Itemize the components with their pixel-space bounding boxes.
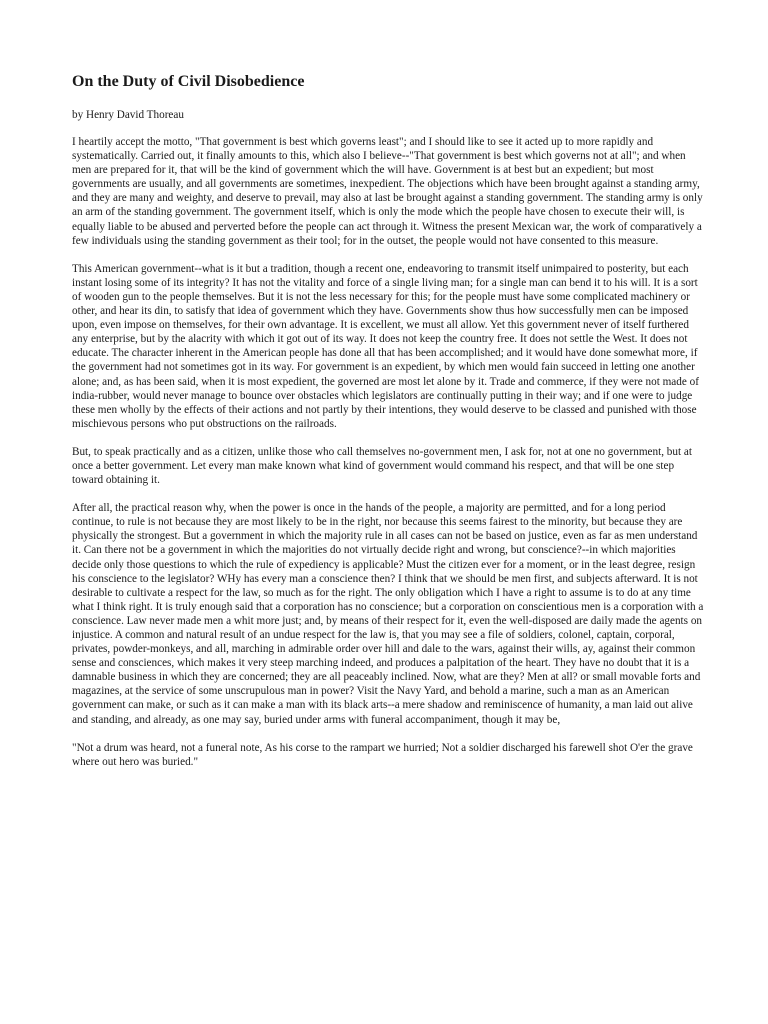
paragraph-2: This American government--what is it but a tradition, though a recent one, endeavoring to transmit itself unimpaired to posterity, but each instant losing some of its integrity? It has not the vitality and force of a single living man; for a single man can bend it to his will. It is a sort of wooden gun to the people themselves. But it is not the less necessary for this; for the people must have some complicated machinery or other, and hear its din, to satisfy that idea of government which they have. Governments show thus how successfully men can be imposed upon, even impose on themselves, for their own advantage. It is excellent, we must all allow. Yet this government never of itself furthered any enterprise, but by the alacrity with which it got out of its way. It does not keep the country free. It does not settle the West. It does not educate. The character inherent in the American people has done all that has been accomplished; and it would have done somewhat more, if the government had not sometimes got in its way. For government is an expedient, by which men would fain succeed in letting one another alone; and, as has been said, when it is most expedient, the governed are most let alone by it. Trade and commerce, if they were not made of india-rubber, would never manage to bounce over obstacles which legislators are continually putting in their way; and if one were to judge these men wholly by the effects of their actions and not partly by their intentions, they would deserve to be classed and punished with those mischievous persons who put obstructions on the railroads. xyxy=(72,262,699,430)
paragraph-1: I heartily accept the motto, "That government is best which governs least"; and I should like to see it acted up to more rapidly and systematically. Carried out, it finally amounts to this, which also I believe--"That government is best which governs not at all"; and when men are prepared for it, that will be the kind of government which the will have. Government is at best but an expedient; but most governments are usually, and all governments are sometimes, inexpedient. The objections which have been brought against a standing army, and they are many and weighty, and deserve to prevail, may also at last be brought against a standing government. The standing army is only an arm of the standing government. The government itself, which is only the mode which the people have chosen to execute their will, is equally liable to be abused and perverted before the people can act through it. Witness the present Mexican war, the work of comparatively a few individuals using the standing government as their tool; for in the outset, the people would not have consented to this measure. xyxy=(72,136,703,247)
document-title: On the Duty of Civil Disobedience xyxy=(72,73,305,90)
poem-quote: "Not a drum was heard, not a funeral note, As his corse to the rampart we hurried; Not a soldier discharged his farewell shot O'er the grave where out hero was buried." xyxy=(72,741,693,768)
paragraph-4: After all, the practical reason why, when the power is once in the hands of the people, a majority are permitted, and for a long period continue, to rule is not because they are most likely to be in the right, nor because this seems fairest to the minority, but because they are physically the strongest. But a government in which the majority rule in all cases can not be based on justice, even as far as men understand it. Can there not be a government in which the majorities do not virtually decide right and wrong, but conscience?--in which majorities decide only those questions to which the rule of expediency is applicable? Must the citizen ever for a moment, or in the least degree, resign his conscience to the legislator? WHy has every man a conscience then? I think that we should be men first, and subjects afterward. It is not desirable to cultivate a respect for the law, so much as for the right. The only obligation which I have a right to assume is to do at any time what I think right. It is truly enough said that a corporation has no conscience; but a corporation on conscientious men is a corporation with a conscience. Law never made men a whit more just; and, by means of their respect for it, even the well-disposed are daily made the agents on injustice. A common and natural result of an undue respect for the law is, that you may see a file of soldiers, colonel, captain, corporal, privates, powder-monkeys, and all, marching in admirable order over hill and dale to the wars, against their wills, ay, against their common sense and consciences, which makes it very steep marching indeed, and produces a palpitation of the heart. They have no doubt that it is a damnable business in which they are concerned; they are all peaceably inclined. Now, what are they? Men at all? or small movable forts and magazines, at the service of some unscrupulous man in power? Visit the Navy Yard, and behold a marine, such a man as an American government can make, or such as it can make a man with its black arts--a mere shadow and reminiscence of humanity, a man laid out alive and standing, and already, as one may say, buried under arms with funeral accompaniment, though it may be, xyxy=(72,502,704,726)
document-author: by Henry David Thoreau xyxy=(72,109,184,121)
paragraph-3: But, to speak practically and as a citizen, unlike those who call themselves no-government men, I ask for, not at one no government, but at once a better government. Let every man make known what kind of government would command his respect, and that will be one step toward obtaining it. xyxy=(72,445,692,487)
document-page xyxy=(72,72,704,783)
